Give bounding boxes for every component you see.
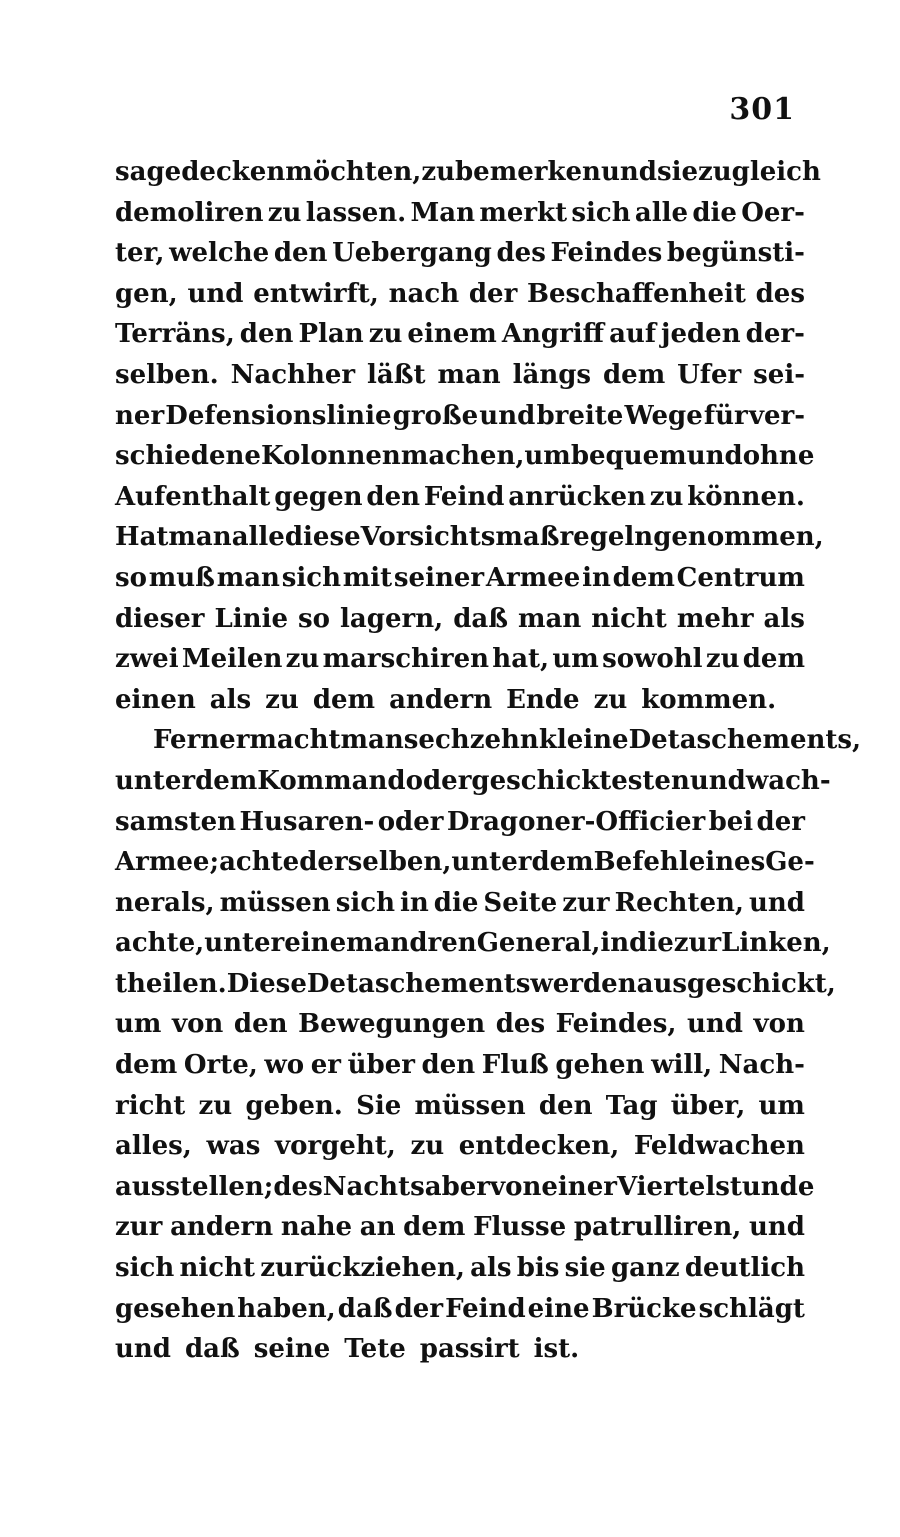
word: Defensionslinie	[165, 400, 392, 431]
word: den	[239, 319, 294, 350]
text-line	[115, 720, 862, 761]
word: müssen	[219, 887, 331, 918]
page-number: 301	[729, 92, 795, 127]
text-line	[115, 477, 805, 518]
text-line	[115, 1045, 805, 1086]
word: daß	[185, 1334, 240, 1365]
word: Rechten,	[614, 887, 744, 918]
word: zu	[410, 1131, 445, 1162]
word: zu	[198, 1090, 233, 1121]
text-line	[115, 1004, 805, 1045]
word: als	[763, 603, 805, 634]
word: man	[168, 522, 232, 553]
text-line	[115, 923, 831, 964]
word: Kommando	[257, 765, 423, 796]
word: sei-	[753, 359, 805, 390]
word: nahe	[280, 1212, 353, 1243]
word: genommen,	[653, 522, 824, 553]
word: man	[340, 725, 404, 756]
word: die	[433, 887, 479, 918]
word: den	[421, 1050, 476, 1081]
word: den	[233, 1009, 288, 1040]
word: ausgeschickt,	[636, 968, 836, 999]
word: dem	[115, 1050, 178, 1081]
word: mit	[342, 562, 393, 593]
word: man	[437, 359, 501, 390]
word: sich	[115, 1253, 175, 1284]
word: geschicktesten	[471, 765, 690, 796]
word: Beschaffenheit	[527, 278, 746, 309]
text-line	[115, 355, 805, 396]
word: Sie	[356, 1090, 402, 1121]
word: Kolonnen	[260, 441, 401, 472]
word: dieser	[115, 603, 205, 634]
word: mehr	[676, 603, 754, 634]
text-line	[115, 883, 805, 924]
word: seine	[253, 1334, 331, 1365]
text-line	[115, 680, 805, 721]
word: um	[758, 1090, 805, 1121]
word: gesehen	[115, 1293, 236, 1324]
text-line	[115, 599, 805, 640]
word: entdecken,	[458, 1131, 620, 1162]
word: Feindes,	[555, 1009, 677, 1040]
word: über	[347, 1050, 415, 1081]
word: Feind	[423, 481, 505, 512]
word: und	[187, 278, 244, 309]
text-line	[115, 193, 805, 234]
text-line	[115, 396, 805, 437]
word: Uebergang	[332, 238, 492, 269]
word: dem	[602, 359, 666, 390]
word: samsten	[115, 806, 237, 837]
word: jeden	[661, 319, 741, 350]
word: daß	[453, 603, 508, 634]
word: wach-	[745, 765, 831, 796]
word: was	[206, 1131, 261, 1162]
word: sich	[571, 197, 631, 228]
word: zurückziehen,	[260, 1253, 465, 1284]
word: diese	[284, 522, 361, 553]
word: zugleich	[698, 157, 821, 187]
word: dem	[531, 847, 594, 878]
word: bis	[516, 1253, 560, 1284]
word: Tag	[605, 1090, 658, 1121]
word: macht	[249, 725, 341, 756]
word: andren	[373, 928, 477, 959]
word: geben.	[245, 1090, 343, 1121]
word: nicht	[179, 1253, 255, 1284]
word: der	[756, 806, 805, 837]
word: Armee;	[115, 847, 220, 878]
word: des	[496, 238, 546, 269]
word: die	[629, 928, 674, 959]
word: kleine	[538, 725, 629, 756]
word: sowohl	[602, 644, 703, 675]
word: richt	[115, 1090, 186, 1121]
word: eine	[527, 1293, 590, 1324]
word: dem	[612, 562, 675, 593]
word: man	[216, 562, 280, 593]
word: ausstellen;	[115, 1171, 274, 1202]
word: Angriff	[501, 319, 605, 350]
word: Centrum	[676, 562, 805, 593]
word: zur	[562, 887, 610, 918]
word: große	[392, 400, 479, 431]
text-line	[115, 1126, 805, 1167]
word: Linie	[214, 603, 288, 634]
word: kommen.	[641, 684, 777, 715]
word: er	[310, 1050, 341, 1081]
text-line	[115, 558, 805, 599]
word: einem	[284, 928, 374, 959]
word: alle	[231, 522, 285, 553]
word: sechzehn	[403, 725, 539, 756]
word: welche	[169, 238, 270, 269]
word: aber	[424, 1171, 491, 1202]
word: entwirft,	[253, 278, 379, 309]
text-line	[115, 964, 836, 1005]
word: muß	[148, 562, 215, 593]
word: und	[686, 1009, 743, 1040]
text-line	[115, 1248, 805, 1289]
word: seiner	[393, 562, 485, 593]
word: Detaschements	[306, 968, 531, 999]
word: Plan	[298, 319, 364, 350]
word: lassen.	[305, 197, 407, 228]
text-line	[115, 1329, 805, 1370]
word: den	[366, 481, 421, 512]
word: die	[692, 197, 737, 228]
word: Nachts	[322, 1171, 425, 1202]
word: des	[273, 1171, 323, 1202]
word: Nachher	[230, 359, 356, 390]
word: für	[703, 400, 748, 431]
word: über,	[670, 1090, 746, 1121]
word: des	[755, 278, 805, 309]
word: Ende	[506, 684, 580, 715]
word: marschiren	[322, 644, 490, 675]
body-text	[115, 152, 862, 1370]
word: sage	[115, 157, 182, 187]
word: nach	[388, 278, 460, 309]
word: ist.	[533, 1334, 580, 1365]
word: Hat	[115, 522, 169, 553]
word: einen	[115, 684, 196, 715]
word: Befehl	[593, 847, 689, 878]
word: in	[600, 928, 630, 959]
word: schiedene	[115, 441, 261, 472]
word: selben.	[115, 359, 219, 390]
word: Feldwachen	[633, 1131, 805, 1162]
word: Nach-	[718, 1050, 805, 1081]
word: als	[209, 684, 252, 715]
word: decken	[181, 157, 286, 187]
word: gen,	[115, 278, 178, 309]
word: will,	[651, 1050, 713, 1081]
word: den	[273, 238, 328, 269]
word: bei	[708, 806, 754, 837]
word: alles,	[115, 1131, 192, 1162]
word: Diese	[226, 968, 307, 999]
word: Aufenthalt	[115, 481, 271, 512]
word: den	[538, 1090, 593, 1121]
word: zu	[705, 644, 740, 675]
word: zwei	[115, 644, 179, 675]
word: sich	[335, 887, 395, 918]
text-line	[115, 842, 815, 883]
word: um	[115, 1009, 162, 1040]
word: gehen	[555, 1050, 645, 1081]
word: Dragoner-Officier	[446, 806, 706, 837]
word: Meilen	[181, 644, 283, 675]
word: zu	[649, 481, 684, 512]
word: Linken,	[721, 928, 831, 959]
word: nerals,	[115, 887, 215, 918]
word: um	[524, 441, 571, 472]
word: ohne	[742, 441, 815, 472]
word: zu	[593, 684, 628, 715]
word: Viertelstunde	[616, 1171, 815, 1202]
word: und	[689, 765, 746, 796]
word: anrücken	[508, 481, 646, 512]
word: Ge-	[765, 847, 815, 878]
word: achte,	[115, 928, 205, 959]
word: in	[400, 887, 429, 918]
word: deutlich	[684, 1253, 805, 1284]
word: in	[582, 562, 611, 593]
word: Tete	[344, 1334, 406, 1365]
word: ganz	[610, 1253, 680, 1284]
text-line	[115, 1086, 805, 1127]
word: zu	[421, 157, 455, 187]
word: dem	[403, 1212, 466, 1243]
word: Oer-	[741, 197, 805, 228]
word: als	[470, 1253, 512, 1284]
word: patrulliren,	[573, 1212, 742, 1243]
word: der-	[745, 319, 805, 350]
word: Ufer	[677, 359, 742, 390]
word: unter	[451, 847, 532, 878]
word: Brücke	[591, 1293, 697, 1324]
word: werden	[530, 968, 637, 999]
word: können.	[687, 481, 805, 512]
word: müssen	[414, 1090, 526, 1121]
word: demoliren	[115, 197, 264, 228]
word: hat,	[492, 644, 550, 675]
word: daß	[337, 1293, 393, 1324]
word: Feind	[445, 1293, 526, 1324]
word: Seite	[483, 887, 558, 918]
word: Feindes	[550, 238, 663, 269]
word: breite	[536, 400, 624, 431]
word: um	[552, 644, 599, 675]
word: Man	[410, 197, 476, 228]
word: Armee	[485, 562, 581, 593]
word: ver-	[748, 400, 805, 431]
word: und	[686, 441, 743, 472]
word: Orte,	[183, 1050, 258, 1081]
text-line	[115, 761, 831, 802]
word: der	[422, 765, 472, 796]
word: und	[479, 400, 536, 431]
word: möchten,	[285, 157, 422, 187]
word: haben,	[237, 1293, 336, 1324]
word: und	[748, 887, 805, 918]
word: zur	[673, 928, 722, 959]
word: dem	[742, 644, 805, 675]
word: wo	[264, 1050, 305, 1081]
text-line	[115, 1207, 805, 1248]
text-line	[115, 314, 805, 355]
word: und	[600, 157, 657, 187]
word: andern	[389, 684, 493, 715]
word: zu	[285, 644, 320, 675]
word: der	[394, 1293, 444, 1324]
word: an	[359, 1212, 396, 1243]
word: begünsti-	[666, 238, 805, 269]
word: sich	[281, 562, 341, 593]
word: passirt	[419, 1334, 520, 1365]
word: einer	[541, 1171, 617, 1202]
word: theilen.	[115, 968, 227, 999]
word: andern	[170, 1212, 274, 1243]
word: einem	[407, 319, 497, 350]
word: auf	[609, 319, 656, 350]
word: machen,	[400, 441, 525, 472]
text-line	[115, 152, 821, 193]
word: vorgeht,	[274, 1131, 396, 1162]
word: achte	[219, 847, 300, 878]
word: unter	[115, 765, 196, 796]
word: von	[753, 1009, 805, 1040]
word: zu	[267, 197, 302, 228]
word: Ferner	[153, 725, 250, 756]
word: schlägt	[698, 1293, 805, 1324]
word: gegen	[274, 481, 363, 512]
word: lagern,	[340, 603, 444, 634]
text-line	[115, 639, 805, 680]
text-line	[115, 274, 805, 315]
word: und	[748, 1212, 805, 1243]
word: dem	[312, 684, 376, 715]
word: längs	[512, 359, 592, 390]
word: ner	[115, 400, 165, 431]
word: merkt	[479, 197, 568, 228]
text-line	[115, 1167, 815, 1208]
word: so	[115, 562, 147, 593]
word: der	[468, 278, 518, 309]
text-line	[115, 802, 805, 843]
text-line	[115, 1289, 805, 1330]
word: oder	[377, 806, 444, 837]
word: General,	[476, 928, 601, 959]
word: eines	[688, 847, 766, 878]
word: und	[115, 1334, 171, 1365]
word: sie	[564, 1253, 606, 1284]
word: ter,	[115, 238, 165, 269]
word: derselben,	[299, 847, 452, 878]
word: zur	[115, 1212, 163, 1243]
word: läßt	[367, 359, 426, 390]
word: des	[495, 1009, 546, 1040]
word: Terräns,	[115, 319, 235, 350]
word: von	[171, 1009, 224, 1040]
word: Husaren-	[239, 806, 375, 837]
word: so	[298, 603, 331, 634]
word: nicht	[591, 603, 667, 634]
word: bemerken	[455, 157, 601, 187]
word: Vorsichtsmaßregeln	[360, 522, 654, 553]
word: alle	[634, 197, 689, 228]
word: dem	[195, 765, 258, 796]
word: Fluß	[481, 1050, 549, 1081]
text-line	[115, 517, 824, 558]
word: Bewegungen	[298, 1009, 486, 1040]
text-line	[115, 233, 805, 274]
word: Wege	[624, 400, 703, 431]
word: Flusse	[473, 1212, 567, 1243]
word: bequem	[570, 441, 687, 472]
word: unter	[204, 928, 285, 959]
word: zu	[265, 684, 299, 715]
word: Detaschements,	[628, 725, 862, 756]
word: man	[518, 603, 582, 634]
word: zu	[368, 319, 403, 350]
word: sie	[656, 157, 698, 187]
text-line	[115, 436, 815, 477]
word: von	[490, 1171, 542, 1202]
